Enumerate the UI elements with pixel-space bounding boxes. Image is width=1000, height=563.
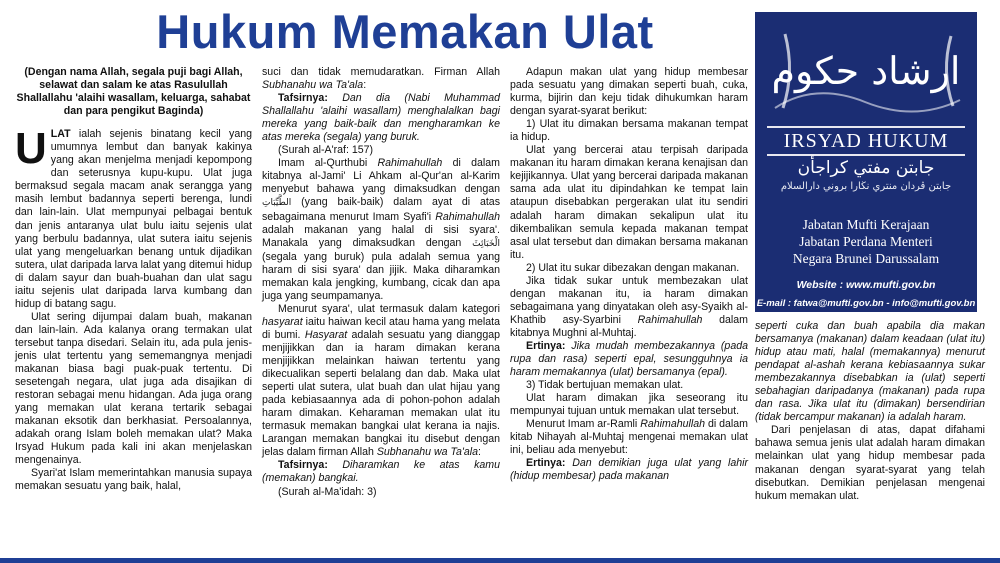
text: Imam al-Qurthubi <box>278 157 378 170</box>
paragraph <box>262 157 500 303</box>
ertinya-label: Ertinya: <box>526 339 566 352</box>
paragraph <box>510 418 748 457</box>
column-1 <box>15 66 252 494</box>
surah-ref: (Surah al-A'raf: 157) <box>278 144 374 157</box>
paragraph: Ulat haram dimakan jika seseorang itu mempunyai tujuan untuk memakan ulat tersebut. <box>510 392 748 418</box>
ertinya-text: Jika mudah membezakannya (pada rupa dan rasa) seperti epal, sesungguhnya ia haram memakannya (ulat) bersamanya (epal). <box>510 339 748 379</box>
condition-item: 2) Ulat itu sukar dibezakan dengan makanan. <box>526 261 740 274</box>
paragraph <box>262 303 500 460</box>
arabic-word: الطَّيِّبَاتِ <box>262 198 292 209</box>
department-line: Negara Brunei Darussalam <box>792 251 940 266</box>
conclusion-paragraph: Dari penjelasan di atas, dapat difahami bahawa semua jenis ulat adalah haram dimakan melainkan ulat yang hidup membesar pada makanan dengan syarat-syarat yang telah disebutkan. Demikian penjelasan mengenai hukum memakan ulat. <box>755 424 985 502</box>
column-4 <box>755 320 985 503</box>
tafsir-text: Dan dia (Nabi Muhammad Shallallahu 'alaihi wasallam) menghalalkan bagi mereka yang baik-baik dan mengharamkan ke atas mereka (segala) yang buruk. <box>262 92 500 144</box>
text: : <box>478 446 481 459</box>
text: suci dan tidak memudaratkan. Firman Allah <box>262 66 500 78</box>
text: adalah sesuatu yang dianggap menjijikkan dan ia haram dimakan kerana menjijikkan melainkan haiwan tertentu yang dikecualikan seperti belalang dan dab. Maka ulat seperti ulat sutera, ulat buah dan ulat hijau yang pada kebiasaannya ada di pohon-pohon adalah haram dimakan. Keharaman memakan ulat itu termasuk memakan bangkai ulat kerana ia najis. Larangan memakan bangkai itu disebut dengan jelas dalam firman Allah <box>262 328 500 459</box>
bold-word: LAT <box>50 128 71 141</box>
lead-paragraph: (Dengan nama Allah, segala puji bagi Allah, selawat dan salam ke atas Rasulullah Shallallahu 'alaihi wasallam, keluarga, sahabat dan para pengikut Baginda) <box>16 66 251 118</box>
text: Jika tidak sukar untuk membezakan ulat dengan makanan itu, ia haram dimakan sebagaimana yang dinyatakan oleh asy-Syaikh al-Khathib asy-Syarbini <box>510 274 748 326</box>
drop-cap: U <box>15 124 47 174</box>
text: : <box>363 79 367 92</box>
banner-calligraphy: ارشاد حكوم <box>771 49 961 93</box>
text: di dalam kitabnya al-Jami' Li Ahkam al-Qur'an al-Karim menyebut bahawa yang dimaksudkan dengan <box>262 157 500 196</box>
column-3 <box>510 66 748 484</box>
department-line: Jabatan Mufti Kerajaan <box>802 217 930 232</box>
tafsir <box>262 92 500 144</box>
paragraph <box>15 124 252 311</box>
ertinya-label: Ertinya: <box>526 457 566 470</box>
banner-arabic-small: جابتن ڤردان منتري نڬارا بروني دارالسلام <box>780 181 952 192</box>
paragraph <box>262 66 500 92</box>
text: (yang baik-baik) dalam ayat di atas sebagaimana menurut Imam Syafi'i <box>262 196 500 223</box>
italic-text: hasyarat <box>262 315 303 328</box>
paragraph <box>510 275 748 340</box>
condition-item: 3) Tidak bertujuan memakan ulat. <box>526 379 684 392</box>
paragraph: Ulat yang bercerai atau terpisah daripada makanan itu haram dimakan kerana kenajisan dan kejijikannya. Ulat yang bercerai daripada makanan sama ada ulat itu dipindahkan ke tempat lain ataupun disebabkan pergerakan ulat itu sendiri adalah haram dimakan sekalipun ulat itu dikembalikan semula kepada makanan tempat asal ulat tersebut dan dimakan bersama makanan itu. <box>510 144 748 261</box>
tafsir-text: Diharamkan ke atas kamu (memakan) bangkai. <box>262 459 500 485</box>
tafsir-label: Tafsirnya: <box>278 459 328 472</box>
ertinya-text: Dan demikian juga ulat yang lahir (hidup membesar) pada makanan <box>510 457 748 483</box>
ertinya <box>510 457 748 483</box>
text: iaitu haiwan kecil atau hama yang melata di bumi. <box>262 315 500 341</box>
paragraph: Adapun makan ulat yang hidup membesar pada sesuatu yang dimakan seperti buah, cuka, kurma, bijirin dan keju tidak dihukumkan haram dengan syarat-syarat berikut: <box>510 66 748 118</box>
italic-text: Subhanahu wa Ta'ala <box>376 446 479 459</box>
paragraph: Ulat sering dijumpai dalam buah, makanan dan lain-lain. Ada kalanya orang termakan ulat tersebut tanpa disedari. Selain itu, ada pula jenis-jenis ulat tertentu yang sememangnya menjadi makanan biasa bagi puak-puak tertentu. Di sesetengah negara, ulat juga ada disajikan di restoran sebagai menu hidangan. Ada juga orang yang memakan ulat kerana tertarik sebagai makanan eksotik dan berkhasiat. Persoalannya, adakah orang Islam boleh memakan ulat? Maka Irsyad Hukum pada kali ini akan menjelaskan mengenainya. <box>15 310 252 467</box>
condition-item: 1) Ulat itu dimakan bersama makanan tempat ia hidup. <box>510 118 748 144</box>
paragraph-text: ialah sejenis binatang kecil yang umumnya lembut dan banyak kakinya yang akan menjelma menjadi kepompong dan seterusnya kupu-kupu. Ulat juga bermaksud segala macam anak serangga yang masih lembut badannya seperti berenga, lundi dan lain-lain. Ulat mempunyai pelbagai bentuk dan jenis antaranya ulat bulu iaitu sejenis ulat yang berbulu badannya, ulat sutera iaitu sejenis ulat yang mengeluarkan benang untuk dijadikan sutera, ulat daripada larva lalat yang ditemui hidup di dalam sayur dan buah-buahan dan ulat sagu iaitu sejenis ulat daripada larva kumbang dan hidup di batang sagu. <box>15 128 252 310</box>
italic-text: Rahimahullah <box>640 418 705 431</box>
banner-arabic-line: جابتن مفتي كراجأن <box>797 158 935 178</box>
department-info <box>755 216 977 267</box>
website-text: Website : www.mufti.gov.bn <box>796 279 936 291</box>
italic-text: Rahimahullah <box>435 210 500 223</box>
surah-ref: (Surah al-Ma'idah: 3) <box>278 485 377 498</box>
text: (segala yang buruk) pula adalah semua yang haram di sisi syara' dan jijik. Maka diharamkan memakan kala jengking, kumbang, cicak dan apa juga yang seumpamanya. <box>262 250 500 302</box>
tafsir <box>262 459 500 485</box>
italic-text: Subhanahu wa Ta'ala <box>262 79 364 92</box>
arabic-word: الْخَبَائِثَ <box>472 238 500 249</box>
text: Menurut Imam ar-Ramli <box>526 418 641 431</box>
ertinya-continued: seperti cuka dan buah apabila dia makan bersamanya (makanan) dalam keadaan (ulat itu) hidup atau mati, halal (memakannya) menurut pendapat al-ashah kerana kebiasaannya sukar membezakannya disebabkan ia (ulat) seperti sebahagian daripadanya (makanan) pada rupa dan rasa. Jika ulat itu (dimakan) bersendirian (tidak bercampur makanan) ia adalah haram. <box>755 320 985 424</box>
department-line: Jabatan Perdana Menteri <box>799 234 933 249</box>
tafsir-label: Tafsirnya: <box>278 92 328 105</box>
text: dalam kitabnya Mughni al-Muhtaj. <box>510 313 749 339</box>
email-text: E-mail : fatwa@mufti.gov.bn - info@mufti.gov.bn <box>756 298 976 309</box>
text: Menurut syara', ulat termasuk dalam kategori <box>278 302 500 315</box>
irsyad-hukum-banner <box>755 12 977 312</box>
ertinya <box>510 340 748 379</box>
text: di dalam kitab Nihayah al-Muhtaj mengenai memakan ulat ini, beliau ada menyebut: <box>510 418 748 457</box>
italic-text: Rahimahullah <box>637 313 703 326</box>
article-title: Hukum Memakan Ulat <box>156 5 654 58</box>
paragraph: Syari'at Islam memerintahkan manusia supaya memakan sesuatu yang baik, halal, <box>15 467 252 493</box>
column-2 <box>262 66 500 499</box>
italic-text: Hasyarat <box>304 328 348 341</box>
text: adalah makanan yang halal di sisi syara'. Manakala yang dimaksudkan dengan <box>262 223 500 249</box>
banner-name: IRSYAD HUKUM <box>767 126 965 156</box>
bottom-rule <box>0 558 1000 563</box>
italic-text: Rahimahullah <box>377 157 443 170</box>
